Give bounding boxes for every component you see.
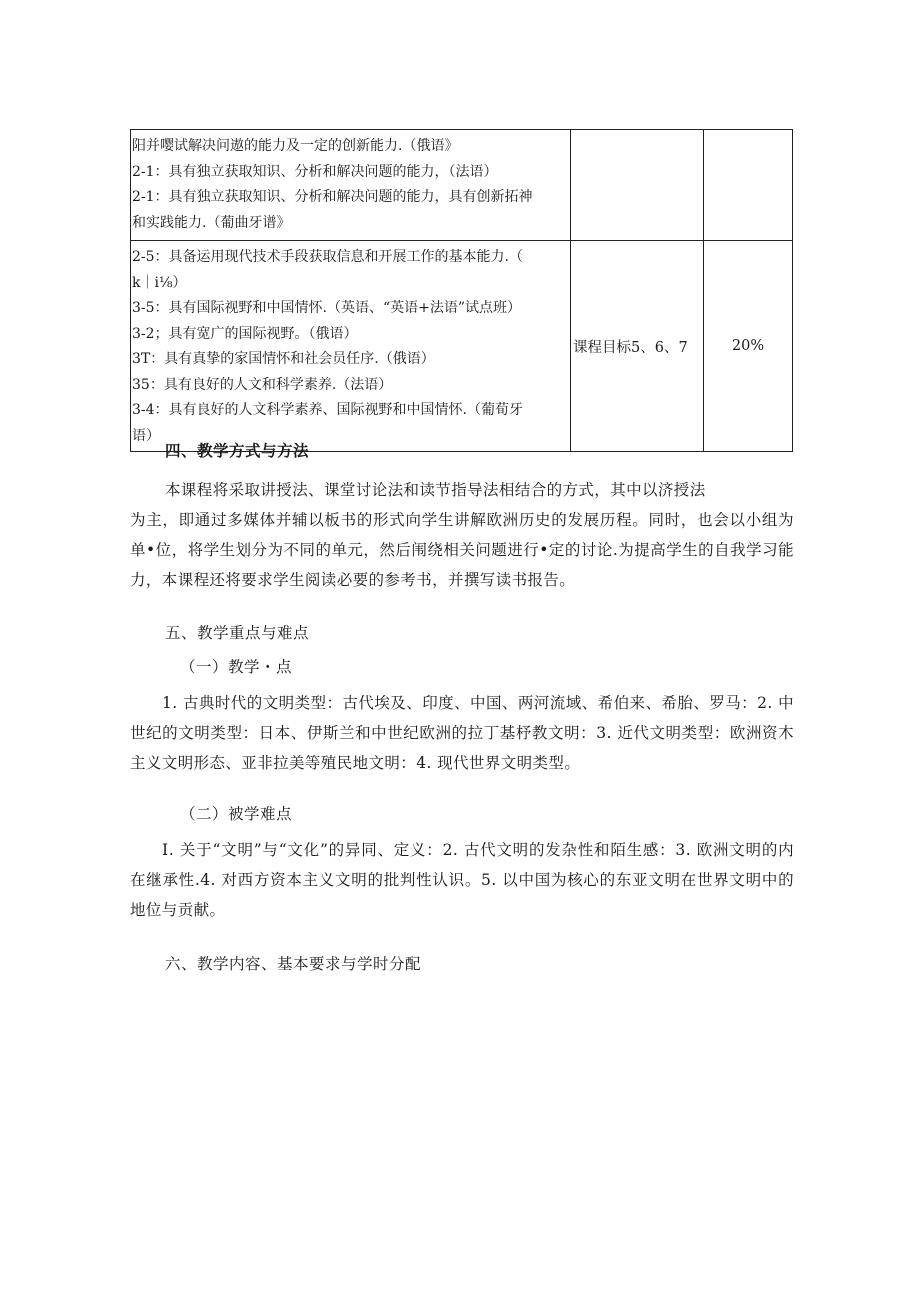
section-4-heading: 四、教学方式与方法 — [165, 441, 310, 460]
course-goal-cell: 课程目标5、6、7 — [571, 241, 704, 452]
outcomes-table — [130, 129, 793, 452]
table-row — [131, 241, 793, 452]
section-6-heading: 六、教学内容、基本要求与学时分配 — [165, 955, 422, 973]
outcome-text-cell — [131, 130, 571, 241]
weight-cell: 20% — [704, 241, 793, 452]
subsection-2-body: Ⅰ. 关于“文明”与“文化”的异同、定义：2. 古代文明的发杂性和陌生感：3. 欧洲文明的内在继承性.4. 对西方资本主义文明的批判性认识。5. 以中国为核心的东亚文明在世界文明中的地位与贡献。 — [130, 841, 794, 919]
outcome-line: 阳并嘤试解决问遨的能力及一定的创新能力.（俄语》 — [132, 138, 459, 154]
course-goal-cell — [571, 130, 704, 241]
outcome-line: k｜i⅛） — [132, 274, 187, 291]
section-5-heading: 五、教学重点与难点 — [165, 624, 310, 642]
outcome-line: 3-2；具有宽广的国际视野。（俄语） — [132, 325, 358, 342]
subsection-1-body: 1. 古典时代的文明类型：古代埃及、印度、中国、两河流域、希伯来、希胎、罗马：2. 中世纪的文明类型：日本、伊斯兰和中世纪欧洲的拉丁基杼教文明：3. 近代文明类型：欧洲资木主义文明形态、亚非拉美等殖民地文明：4. 现代世界文明类型。 — [130, 694, 794, 772]
outcome-line: 3T：具有真挚的家国情怀和社会员任序.（俄语） — [132, 351, 435, 367]
outcome-line: 35：具有良好的人文和科学素养.（法语） — [132, 376, 393, 393]
outcome-line: 2-5：具备运用现代技术手段获取信息和开展工作的基本能力.（ — [132, 249, 523, 265]
table-row — [131, 130, 793, 241]
outcome-text-cell — [131, 241, 571, 452]
outcome-line: 和实践能力.（葡曲牙谱》 — [132, 214, 291, 231]
outcome-line: 2-1：具有独立获取知识、分析和解决问题的能力，（法语） — [132, 163, 498, 180]
subsection-2-heading: （二）被学难点 — [180, 805, 293, 823]
outcome-line: 语） — [132, 427, 160, 444]
outcome-line: 3-4：具有良好的人文科学素养、国际视野和中国情怀.（葡荀牙 — [132, 402, 523, 418]
outcome-line: 3-5：具有国际视野和中国情怀.（英语、“英语+法语”试点班） — [132, 300, 522, 316]
section-4-body: 为主，即通过多媒体并辅以板书的形式向学生讲解欧洲历史的发展历程。同时，也会以小组为单•位，将学生划分为不同的单元，然后闱绕相关问题进行•定的讨论.为提高学生的自我学习能力，本课程还将要求学生阅读必要的参考书，并撰写读书报告。 — [130, 511, 794, 589]
outcome-line: 2-1：具有独立获取知识、分析和解决问题的能力，具有创新拓神 — [132, 189, 533, 205]
section-4-first-line: 本课程将采取讲授法、课堂讨论法和读节指导法相结合的方式，其中以济授法 — [165, 481, 706, 499]
weight-cell — [704, 130, 793, 241]
subsection-1-heading: （一）教学・点 — [180, 658, 293, 676]
